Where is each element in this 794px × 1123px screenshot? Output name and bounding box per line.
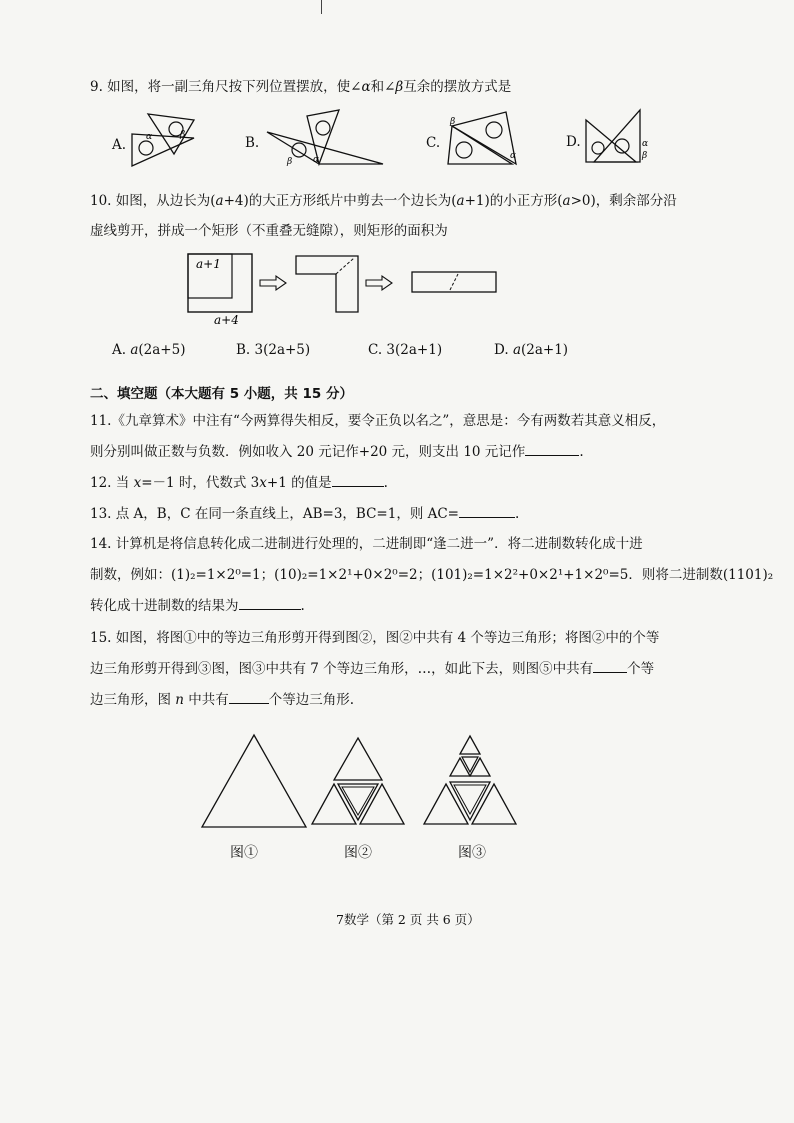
q12-x1: x: [133, 475, 142, 491]
q9c-alpha-label: α: [510, 151, 517, 161]
question-15-line1: 15. 如图，将图①中的等边三角形剪开得到图②，图②中共有 4 个等边三角形；将图②中的个等: [90, 630, 660, 646]
q9-text: 9. 如图，将一副三角尺按下列位置摆放，使∠: [90, 79, 362, 95]
q15-text-c: 边三角形，图: [90, 692, 176, 708]
caption-figure-3: 图③: [458, 845, 486, 861]
question-13: [90, 505, 519, 523]
section-2-heading: 二、填空题（本大题有 5 小题，共 15 分）: [90, 386, 353, 402]
q9-option-a-label: A.: [112, 137, 127, 153]
q10-var-a3: a: [562, 193, 571, 209]
q9d-beta-label: β: [642, 151, 648, 161]
question-15-line2: [90, 660, 654, 678]
question-14-line3: [90, 597, 305, 615]
q9b-beta-label: β: [287, 157, 293, 167]
q9-figure-a: [126, 108, 206, 168]
q10-choice-d-var: a: [512, 342, 521, 358]
q10-text-c: +1)的小正方形(: [464, 193, 563, 209]
q9-alpha: α: [361, 79, 371, 95]
q10-choice-a-prefix: A.: [112, 342, 131, 358]
q15-figure-2: [312, 736, 412, 831]
q10-figure: [186, 252, 506, 332]
q10-choice-d-rest: (2a+1): [521, 342, 569, 358]
q12-x2: x: [259, 475, 267, 491]
q9a-alpha-label: α: [146, 132, 153, 142]
q10-text-a: 10. 如图，从边长为(: [90, 193, 216, 209]
q9-option-d-label: D.: [566, 134, 581, 150]
q9d-alpha-label: α: [642, 139, 649, 149]
question-12: [90, 474, 388, 492]
q15-answer-blank-1[interactable]: [593, 660, 627, 673]
q15-text-a: 边三角形剪开得到③图，图③中共有 7 个等边三角形，…，如此下去，则图⑤中共有: [90, 661, 594, 677]
q10-var-a2: a: [456, 193, 465, 209]
q10-choice-a: [112, 342, 185, 358]
q10-choice-a-rest: (2a+5): [138, 342, 186, 358]
q11-answer-blank[interactable]: [525, 443, 579, 456]
q12-end: .: [383, 475, 388, 491]
q15-figure-3: [422, 734, 522, 830]
q9-figure-b: [263, 108, 393, 170]
q10-choice-d-prefix: D.: [494, 342, 513, 358]
q10-big-label: a+4: [214, 313, 239, 327]
q9-text-mid: 和∠: [370, 79, 396, 95]
q11-end: .: [579, 444, 584, 460]
q15-text-b: 个等: [627, 661, 655, 677]
question-10-line1: [90, 192, 677, 210]
page-footer: 7数学（第 2 页 共 6 页）: [336, 912, 480, 927]
q13-answer-blank[interactable]: [459, 505, 515, 518]
question-15-line3: [90, 691, 354, 709]
q10-text-d: >0)，剩余部分沿: [570, 193, 677, 209]
q14-end: .: [300, 598, 305, 614]
q10-choice-b: B. 3(2a+5): [236, 342, 311, 358]
q9-option-c-label: C.: [426, 135, 441, 151]
q13-text: 13. 点 A，B，C 在同一条直线上，AB=3，BC=1，则 AC=: [90, 506, 459, 522]
question-11-line1: 11.《九章算术》中注有“今两算得失相反，要令正负以名之”，意思是：今有两数若其意义相反，: [90, 413, 666, 429]
q10-choice-c: C. 3(2a+1): [368, 342, 443, 358]
q10-var-a1: a: [215, 193, 224, 209]
q15-text-d: 中共有: [184, 692, 229, 708]
q12-mid: =－1 时，代数式 3: [141, 475, 260, 491]
q9a-beta-label: β: [180, 130, 186, 140]
q9b-alpha-label: α: [313, 155, 320, 165]
q13-end: .: [515, 506, 520, 522]
q10-choice-a-var: a: [130, 342, 139, 358]
question-14-line2: 制数，例如：(1)₂=1×2⁰=1；(10)₂=1×2¹+0×2⁰=2；(101)₂=1×2²+0×2¹+1×2⁰=5．则将二进制数(1101)₂: [90, 567, 774, 583]
q9-beta: β: [395, 79, 404, 95]
q12-answer-blank[interactable]: [332, 474, 384, 487]
q10-choice-d: [494, 342, 568, 358]
q14-text: 转化成十进制数的结果为: [90, 598, 239, 614]
q10-text-b: +4)的大正方形纸片中剪去一个边长为(: [223, 193, 457, 209]
q9-figure-c: [442, 108, 532, 168]
binding-mark: [321, 0, 322, 14]
q14-answer-blank[interactable]: [239, 597, 301, 610]
question-14-line1: 14. 计算机是将信息转化成二进制进行处理的，二进制即“逢二进一”．将二进制数转化成十进: [90, 536, 643, 552]
q9-option-b-label: B.: [245, 135, 260, 151]
q9-figure-d: [580, 106, 660, 166]
question-10-line2: 虚线剪开，拼成一个矩形（不重叠无缝隙），则矩形的面积为: [90, 223, 448, 239]
q15-figure-1: [200, 733, 310, 833]
caption-figure-2: 图②: [344, 845, 372, 861]
q11-text: 则分别叫做正数与负数．例如收入 20 元记作+20 元，则支出 10 元记作: [90, 444, 526, 460]
q12-pre: 12. 当: [90, 475, 134, 491]
q15-answer-blank-2[interactable]: [229, 691, 269, 704]
caption-figure-1: 图①: [230, 845, 258, 861]
q9c-beta-label: β: [450, 117, 456, 127]
q10-small-label: a+1: [196, 257, 221, 271]
question-9: [90, 78, 511, 96]
q9-text-after: 互余的摆放方式是: [403, 79, 512, 95]
q15-n: n: [175, 692, 184, 708]
q15-text-e: 个等边三角形.: [268, 692, 355, 708]
q12-post: +1 的值是: [266, 475, 332, 491]
question-11-line2: [90, 443, 584, 461]
